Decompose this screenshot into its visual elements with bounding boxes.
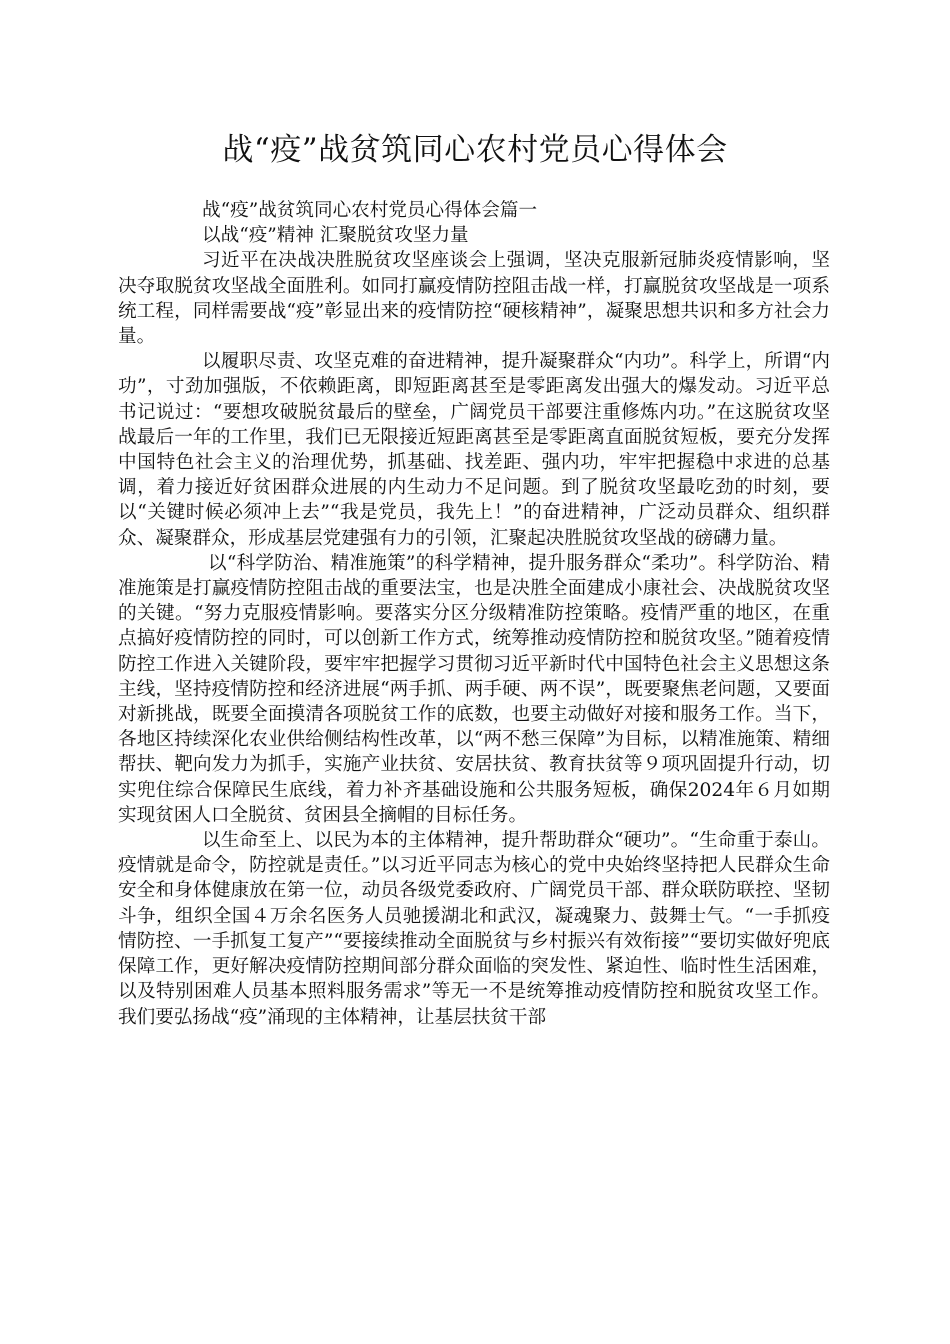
section-subheading: 以战“疫”精神 汇聚脱贫攻坚力量 — [202, 225, 469, 247]
section-heading: 战“疫”战贫筑同心农村党员心得体会篇一 — [202, 200, 538, 221]
document-title: 战“疫”战贫筑同心农村党员心得体会 — [222, 132, 728, 168]
paragraph: 以“科学防治、精准施策”的科学精神，提升服务群众“柔功”。科学防治、精准施策是打赢疫情防控阻击战的重要法宝，也是决胜全面建成小康社会、决战脱贫攻坚的关键。“努力克服疫情影响。要落实分区分级精准防控策略。疫情严重的地区，在重点搞好疫情防控的同时，可以创新工作方式，统筹推动疫情防控和脱贫攻坚。”随着疫情防控工作进入关键阶段，要牢牢把握学习贯彻习近平新时代中国特色社会主义思想这条主线，坚持疫情防控和经济进展“两手抓、两手硬、两不误”，既要聚焦老问题，又要面对新挑战，既要全面摸清各项脱贫工作的底数，也要主动做好对接和服务工作。当下，各地区持续深化农业供给侧结构性改革，以“两不愁三保障”为目标，以精准施策、精细帮扶、靶向发力为抓手，实施产业扶贫、安居扶贫、教育扶贫等９项巩固提升行动，切实兜住综合保障民生底线，着力补齐基础设施和公共服务短板，确保2024年６月如期实现贫困人口全脱贫、贫困县全摘帽的目标任务。 — [118, 552, 830, 826]
paragraph: 习近平在决战决胜脱贫攻坚座谈会上强调，坚决克服新冠肺炎疫情影响，坚决夺取脱贫攻坚战全面胜利。如同打赢疫情防控阻击战一样，打赢脱贫攻坚战是一项系统工程，同样需要战“疫”彰显出来的疫情防控“硬核精神”，凝聚思想共识和多方社会力量。 — [118, 250, 830, 348]
paragraph: 以生命至上、以民为本的主体精神，提升帮助群众“硬功”。“生命重于泰山。疫情就是命令，防控就是责任。”以习近平同志为核心的党中央始终坚持把人民群众生命安全和身体健康放在第一位，动员各级党委政府、广阔党员干部、群众联防联控、坚韧斗争，组织全国４万余名医务人员驰援湖北和武汉，凝魂聚力、鼓舞士气。“一手抓疫情防控、一手抓复工复产”“要接续推动全面脱贫与乡村振兴有效衔接”“要切实做好兜底保障工作，更好解决疫情防控期间部分群众面临的突发性、紧迫性、临时性生活困难，以及特别困难人员基本照料服务需求”等无一不是统筹推动疫情防控和脱贫攻坚工作。我们要弘扬战“疫”涌现的主体精神，让基层扶贫干部 — [118, 830, 830, 1028]
paragraph: 以履职尽责、攻坚克难的奋进精神，提升凝聚群众“内功”。科学上，所谓“内功”，寸劲加强版，不依赖距离，即短距离甚至是零距离发出强大的爆发动。习近平总书记说过：“要想攻破脱贫最后的壁垒，广阔党员干部要注重修炼内功。”在这脱贫攻坚战最后一年的工作里，我们已无限接近短距离甚至是零距离直面脱贫短板，要充分发挥中国特色社会主义的治理优势，抓基础、找差距、强内功，牢牢把握稳中求进的总基调，着力接近好贫困群众进展的内生动力不足问题。到了脱贫攻坚最吃劲的时刻，要以“关键时候必须冲上去”“我是党员，我先上！”的奋进精神，广泛动员群众、组织群众、凝聚群众，形成基层党建强有力的引领，汇聚起决胜脱贫攻坚战的磅礴力量。 — [118, 351, 830, 549]
document-body — [118, 198, 830, 1030]
